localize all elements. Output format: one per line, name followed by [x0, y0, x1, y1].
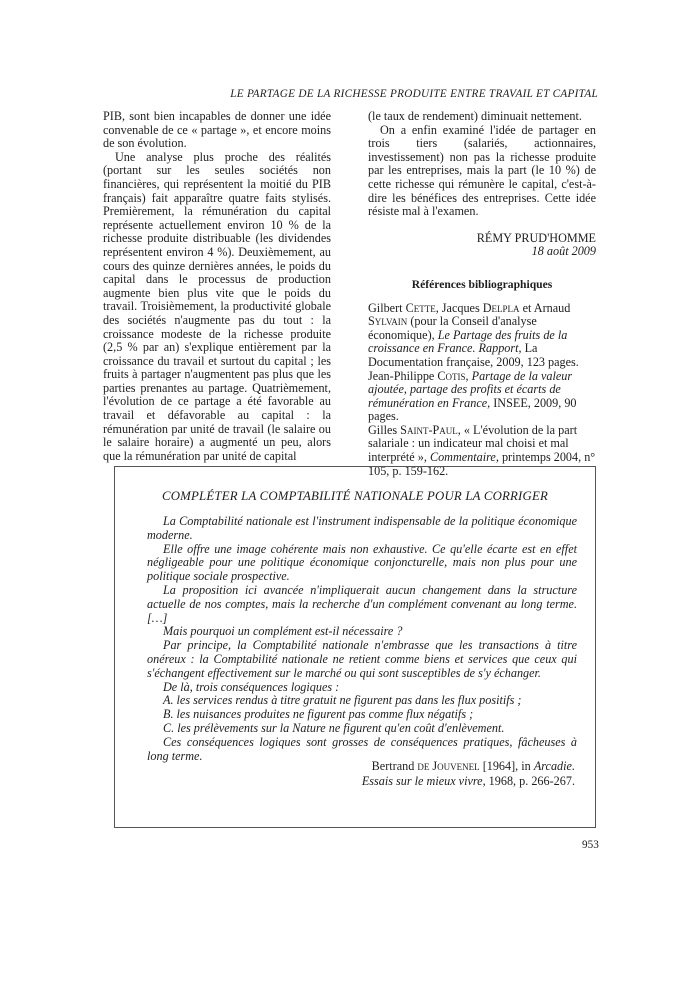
box-paragraph: Ces conséquences logiques sont grosses de conséquences pratiques, fâcheuses à long terme.: [147, 734, 577, 763]
box-paragraph: A. les services rendus à titre gratuit ne figurent pas dans les flux positifs ;: [163, 693, 522, 708]
paragraph: Une analyse plus proche des réalités (portant sur les seules sociétés non financières, qui représentent la moitié du PIB français) fait apparaître quatre faits stylisés. Premièrement, la rémunération du capital représente actuellement environ 10 % de la richesse produite distribuable (les dividendes représentent environ 4 %). Deuxièmement, au cours des quinze dernières années, le poids du capital dans le processus de production augmente bien plus vite que le poids du travail. Troisièmement, la productivité globale des sociétés n'augmente pas du tout : la croissance modeste de la richesse produite (2,5 % par an) s'explique entièrement par la croissance du travail et surtout du capital ; les fruits à partager n'augmentent pas plus que les parties prenantes au partage. Quatrièmement, l'évolution de ce partage a été favorable au travail et défavorable au capital : la rémunération par unité de travail (le salaire ou le salaire horaire) a augmenté un peu, alors que la rémunération par unité de capital: [103, 149, 331, 463]
box-paragraph: Mais pourquoi un complément est-il nécessaire ?: [163, 624, 403, 639]
box-title: COMPLÉTER LA COMPTABILITÉ NATIONALE POUR LA CORRIGER: [161, 489, 548, 503]
box-paragraph: La proposition ici avancée n'impliquerait aucun changement dans la structure actuelle de nos comptes, mais la recherche d'un complément convenant au long terme. […]: [147, 582, 577, 625]
box-paragraph: B. les nuisances produites ne figurent pas comme flux négatifs ;: [163, 707, 474, 722]
box-body: [147, 515, 577, 763]
reference-item: Gilbert Cette, Jacques Delpla et Arnaud Sylvain (pour la Conseil d'analyse économique), Le Partage des fruits de la croissance en France. Rapport, La Documentation française, 2009, 123 pages.: [368, 300, 579, 369]
box-paragraph: Par principe, la Comptabilité nationale n'embrasse que les transactions à titre onéreux : la Comptabilité nationale ne retient comme biens et services que ceux qui s'échangent effectivement sur le marché ou qui sont susceptibles de s'y échanger.: [147, 638, 577, 680]
reference-item: Gilles Saint-Paul, « L'évolution de la part salariale : un indicateur mal choisi et mal interprété », Commentaire, printemps 2004, n° 105, p. 159-162.: [368, 422, 596, 478]
signature-date: 18 août 2009: [531, 244, 596, 259]
box-paragraph: De là, trois conséquences logiques :: [163, 679, 340, 694]
paragraph: (le taux de rendement) diminuait nettement.: [368, 109, 582, 123]
reference-item: Jean-Philippe Cotis, Partage de la valeur ajoutée, partage des profits et écarts de rémunération en France, INSEE, 2009, 90 pages.: [368, 368, 577, 424]
paragraph: On a enfin examiné l'idée de partager en trois tiers (salariés, actionnaires, investissement) non pas la richesse produite par les entreprises, mais la part (le 10 %) de cette richesse qui rémunère le capital, c'est-à-dire les bénéfices des entreprises. Cette idée résiste mal à l'examen.: [368, 122, 596, 219]
quotation-box: [114, 466, 596, 828]
references-list: [368, 302, 596, 479]
running-head: LE PARTAGE DE LA RICHESSE PRODUITE ENTRE TRAVAIL ET CAPITAL: [230, 88, 598, 100]
page-number: 953: [582, 839, 599, 851]
author-signature: RÉMY PRUD'HOMME: [476, 230, 596, 245]
box-paragraph: La Comptabilité nationale est l'instrument indispensable de la politique économique moderne.: [147, 514, 577, 542]
paragraph: PIB, sont bien incapables de donner une idée convenable de ce « partage », et encore moins de son évolution.: [103, 109, 331, 151]
left-column: [103, 110, 331, 463]
box-paragraph: Elle offre une image cohérente mais non exhaustive. Ce qu'elle écarte est en effet négligeable pour une politique économique conjoncturelle, mais non plus pour une politique sociale prospective.: [147, 541, 577, 584]
right-column: [368, 110, 596, 478]
references-heading: Références bibliographiques: [411, 277, 553, 291]
box-citation: Bertrand de Jouvenel [1964], in Arcadie. Essais sur le mieux vivre, 1968, p. 266-267.: [361, 759, 575, 788]
box-paragraph: C. les prélèvements sur la Nature ne figurent qu'en coût d'enlèvement.: [163, 720, 505, 735]
